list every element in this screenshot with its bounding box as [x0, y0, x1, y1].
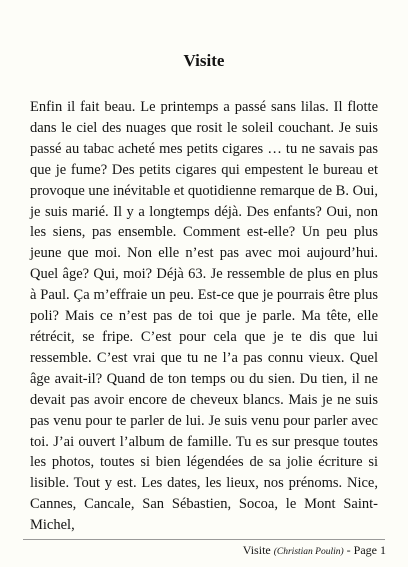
footer-divider	[23, 539, 385, 540]
footer-author: (Christian Poulin)	[273, 547, 344, 557]
page-title: Visite	[183, 51, 225, 70]
footer-page-number: Page 1	[353, 543, 386, 557]
page-footer	[243, 543, 386, 560]
footer-title: Visite	[242, 543, 271, 557]
footer-separator: -	[343, 543, 354, 557]
body-text: Enfin il fait beau. Le printemps a passé sans lilas. Il flotte dans le ciel des nuages que rosit le soleil couchant. Je suis passé au tabac acheté mes petits cigares … tu ne savais pas que je fume? Des petits cigares qui empestent le bureau et provoque une inévitable et quotidienne remarque de B. Oui, je suis marié. Il y a longtemps déjà. Des enfants? Oui, non les siens, pas ensemble. Comment est-elle? Un peu plus jeune que moi. Non elle n’est pas avec moi aujourd’hui. Quel âge? Qui, moi? Déjà 63. Je ressemble de plus en plus à Paul. Ça m’effraie un peu. Est-ce que je pourrais être plus poli? Mais ce n’est pas de toi que je parle. Ma tête, elle rétrécit, se fripe. C’est pour cela que je te dis que lui ressemble. C’est vrai que tu ne l’a pas connu vieux. Quel âge avait-il? Quand de ton temps ou du sien. Du tien, il ne devait pas avoir encore de cheveux blancs. Mais je ne suis pas venu pour te parler de lui. Je suis venu pour parler avec toi. J’ai ouvert l’album de famille. Tu es sur presque toutes les photos, toutes si bien légendées de sa jolie écriture si lisible. Tout y est. Les dates, les lieux, nos prénoms. Nice, Cannes, Cancale, San Sébastien, Socoa, le Mont Saint-Michel,	[30, 99, 378, 534]
